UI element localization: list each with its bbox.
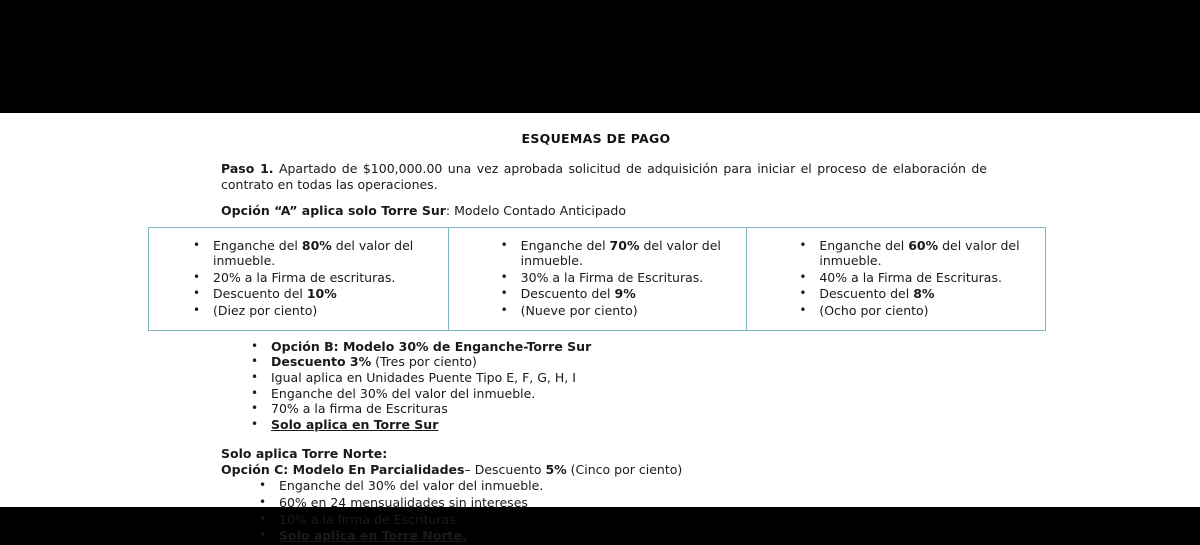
option-c-heading xyxy=(221,462,1049,478)
list-item xyxy=(221,339,1049,355)
item-text-pre: Descuento del xyxy=(213,286,307,302)
option-column-1 xyxy=(149,228,448,330)
item-text-pre: (Nueve por ciento) xyxy=(520,303,638,318)
item-text: Enganche del 30% del valor del inmueble. xyxy=(279,478,544,494)
list-item xyxy=(189,238,442,269)
option-c-rest: (Cinco por ciento) xyxy=(566,462,683,478)
list-item xyxy=(221,386,1049,402)
torre-norte-block xyxy=(143,446,1049,478)
item-text-pre: Enganche del xyxy=(520,237,610,253)
list-item xyxy=(253,528,1049,544)
document-body xyxy=(143,113,1049,545)
option-a-rest: : Modelo Contado Anticipado xyxy=(445,202,627,218)
item-text-pre: (Diez por ciento) xyxy=(213,303,318,318)
list-item xyxy=(497,286,741,302)
list-item xyxy=(221,370,1049,386)
option-column-1-list xyxy=(189,238,442,319)
item-text-bold: 10% xyxy=(306,286,337,302)
list-item xyxy=(189,303,442,319)
item-text-pre: 40% a la Firma de Escrituras. xyxy=(819,269,1002,285)
item-text: 70% a la firma de Escrituras xyxy=(271,401,448,417)
option-column-2-list xyxy=(497,238,741,319)
item-text-rest: (Tres por ciento) xyxy=(371,354,477,370)
option-c-list xyxy=(253,478,1049,544)
list-item xyxy=(221,354,1049,370)
item-text: Opción B: Modelo 30% de Enganche-Torre Sur xyxy=(271,338,592,354)
option-b-section xyxy=(143,339,1049,433)
option-a-bold: Opción “A” aplica solo Torre Sur xyxy=(221,202,446,218)
option-c-bold2: 5% xyxy=(545,462,567,478)
option-c-section xyxy=(143,478,1049,544)
item-text-pre: (Ocho por ciento) xyxy=(819,303,929,318)
payment-options-table xyxy=(148,227,1046,331)
item-text: 60% en 24 mensualidades sin intereses xyxy=(279,495,528,510)
item-text-bold: 70% xyxy=(609,237,640,253)
option-column-3-list xyxy=(795,238,1039,319)
item-text-bold: Descuento 3% xyxy=(271,354,372,370)
option-column-3 xyxy=(746,228,1045,330)
paso-1-text: Apartado de $100,000.00 una vez aprobada solicitud de adquisición para iniciar el proceso de elaboración de contrato en todas las operaciones. xyxy=(221,161,987,192)
option-column-2 xyxy=(448,228,747,330)
list-item xyxy=(497,303,741,319)
list-item xyxy=(221,417,1049,433)
item-text-post: del valor del inmueble. xyxy=(819,237,1020,269)
list-item xyxy=(221,401,1049,417)
item-text: Solo aplica en Torre Sur xyxy=(271,416,439,432)
list-item xyxy=(497,270,741,286)
list-item xyxy=(253,512,1049,528)
item-text: 10% a la firma de Escrituras. xyxy=(279,511,460,527)
list-item xyxy=(253,495,1049,511)
option-c-mid: – Descuento xyxy=(464,462,546,478)
item-text-pre: Descuento del xyxy=(520,286,615,302)
option-b-list xyxy=(221,339,1049,433)
list-item xyxy=(795,270,1039,286)
list-item xyxy=(189,286,442,302)
list-item xyxy=(795,286,1039,302)
list-item xyxy=(497,238,741,269)
item-text-pre: Descuento del xyxy=(819,286,914,302)
list-item xyxy=(253,478,1049,494)
item-text-pre: 30% a la Firma de Escrituras. xyxy=(520,269,704,285)
page-title: ESQUEMAS DE PAGO xyxy=(521,131,671,146)
item-text-bold: 9% xyxy=(614,286,636,302)
item-text-pre: 20% a la Firma de escrituras. xyxy=(213,269,396,285)
item-text: Enganche del 30% del valor del inmueble. xyxy=(271,385,536,401)
item-text: Igual aplica en Unidades Puente Tipo E, F, G, H, I xyxy=(271,369,576,385)
item-text: Solo aplica en Torre Norte. xyxy=(279,528,467,544)
torre-norte-heading: Solo aplica Torre Norte: xyxy=(221,446,388,462)
option-c-bold: Opción C: Modelo En Parcialidades xyxy=(221,462,465,478)
paso-1-label: Paso 1. xyxy=(221,161,274,176)
list-item xyxy=(795,238,1039,269)
item-text-post: del valor del inmueble. xyxy=(213,237,414,269)
item-text-bold: 8% xyxy=(913,286,935,302)
document-page xyxy=(0,113,1200,544)
item-text-bold: 80% xyxy=(301,237,332,253)
item-text-bold: 60% xyxy=(908,237,939,253)
paso-1-paragraph xyxy=(143,161,1049,193)
list-item xyxy=(189,270,442,286)
item-text-post: del valor del inmueble. xyxy=(520,237,721,269)
list-item xyxy=(795,303,1039,319)
item-text-pre: Enganche del xyxy=(819,237,909,253)
option-a-heading xyxy=(143,203,1049,219)
item-text-pre: Enganche del xyxy=(213,237,302,253)
